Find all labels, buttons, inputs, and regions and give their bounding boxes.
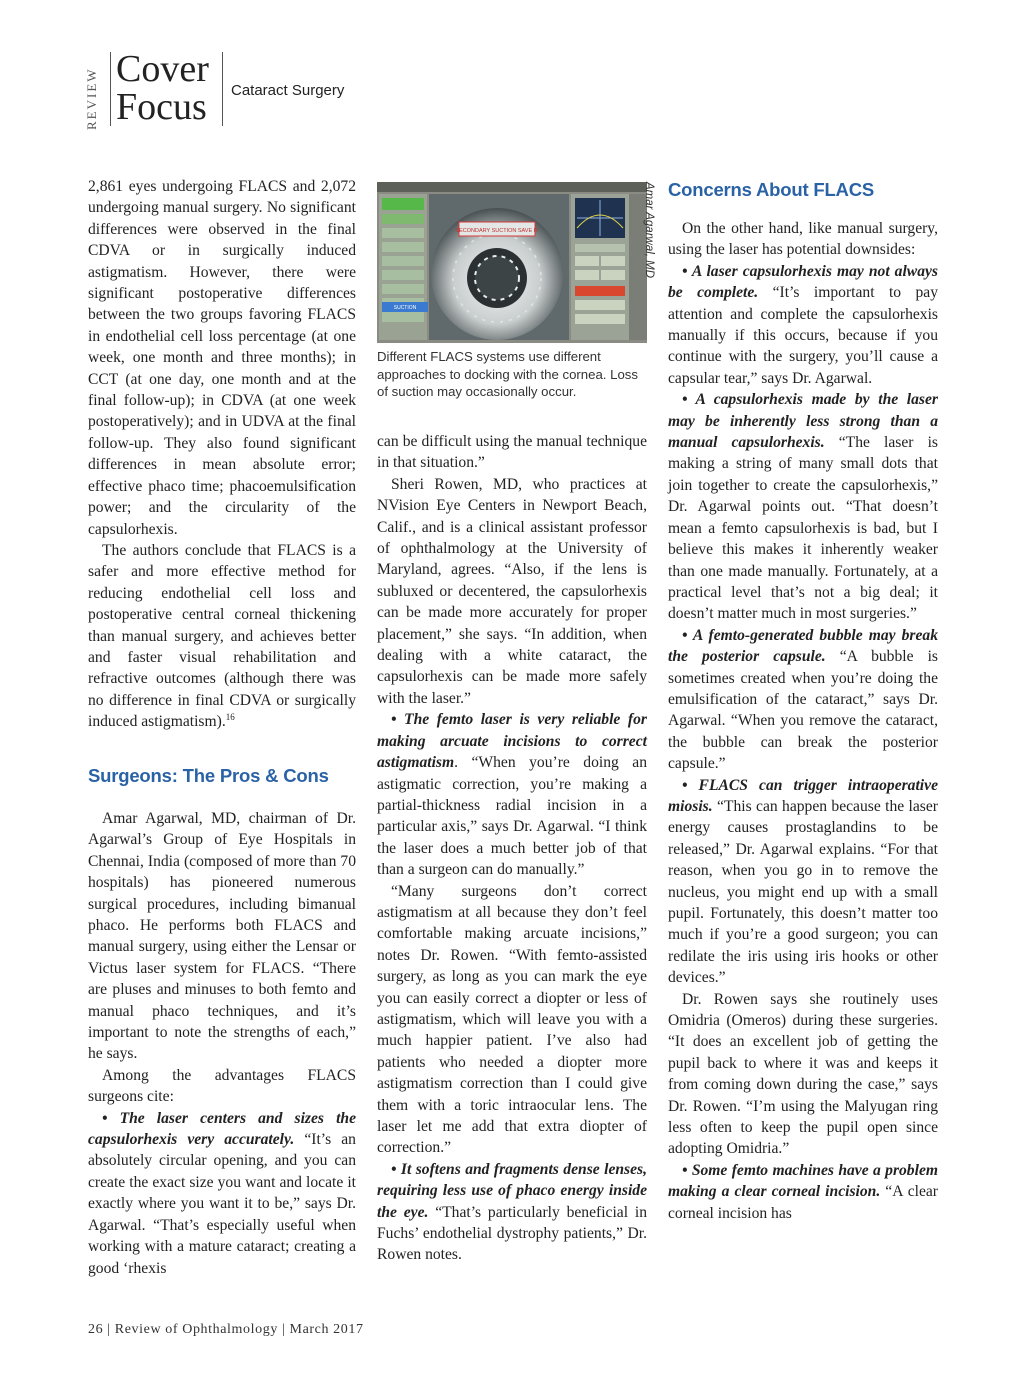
heading-concerns: Concerns About FLACS xyxy=(668,179,875,200)
paragraph: • A laser capsulorhexis may not always be complete. “It’s important to pay attention and complete the capsulorhexis manually if this occurs, because if you continue with the surgery, you’ll cause a capsular tear,” says Dr. Agarwal. xyxy=(668,262,939,387)
column-1 xyxy=(88,176,356,1279)
paragraph: Sheri Rowen, MD, who practices at NVision Eye Centers in Newport Beach, Calif., and is a clinical assistant professor of ophthalmology at the University of Maryland, agrees. “Also, if the lens is subluxed or decentered, the capsulorhexis can be made more accurately for proper placement,” she says. “In addition, when dealing with a white cataract, the capsulorhexis can be made more safely with the laser.” xyxy=(377,475,647,707)
paragraph: • FLACS can trigger intraoperative miosis. “This can happen because the laser energy causes prostaglandins to be released,” Dr. Agarwal explains. “For that reason, when you go in to remove the nucleus, you might end up with a small pupil. Fortunately, this doesn’t matter too much if you’re a good surgeon; you can redilate the iris using iris hooks or other devices.” xyxy=(668,776,938,987)
paragraph: “Many surgeons don’t correct astigmatism at all because they don’t feel comfortable making arcuate incisions,” notes Dr. Rowen. “With femto-assisted surgery, as long as you can mark the eye you can easily correct a diopter or less of astigmatism, which will leave you with a much happier patient. I’ve also had patients who needed a diopter more astigmatism correction than I could give them with a toric intraocular lens. The laser let me add that extra diopter of correction.” xyxy=(377,882,647,1157)
paragraph: Dr. Rowen says she routinely uses Omidria (Omeros) during these surgeries. “It does an excellent job of getting the pupil back to where it was and keeps it from coming down during the case,” says Dr. Rowen. “I’m using the Malyugan ring less often to keep the pupil open since adopting Omidria.” xyxy=(668,990,938,1158)
paragraph: 2,861 eyes undergoing FLACS and 2,072 undergoing manual surgery. No significant differences were observed in the final CDVA or in surgically induced astigmatism. However, there were significant postoperative differences between the two groups favoring FLACS in endothelial cell loss percentage (at one week, one month and three months); in CCT (at one day, one month and at the final follow-up); in CDVA (at one week postoperatively); and in UDVA at the final follow-up. They also found significant differences in mean absolute error; effective phaco time; phacoemulsification power; and the circularity of the capsulorhexis. xyxy=(88,178,356,538)
page-footer: 26 | Review of Ophthalmology | March 2017 xyxy=(88,1322,364,1337)
paragraph: can be difficult using the manual technique in that situation.” xyxy=(377,433,647,472)
paragraph: • It softens and fragments dense lenses, requiring less use of phaco energy inside the eye. “That’s particularly beneficial in Fuchs’ endothelial dystrophy patients,” Dr. Rowen notes. xyxy=(377,1160,647,1264)
paragraph: • A capsulorhexis made by the laser may be inherently less strong than a manual capsulorhexis. “The laser is making a string of many small dots that join together to create the capsulorhexis,” Dr. Agarwal points out. “That doesn’t mean a femto capsulorhexis is bad, but I believe this makes it inherently weaker than one made manually. Fortunately, at a practical level that’s not a big deal; it doesn’t matter much in most surgeries.” xyxy=(668,391,938,623)
flacs-screen-photo xyxy=(377,182,647,343)
paragraph: • A femto-generated bubble may break the posterior capsule. “A bubble is sometimes created when you’re doing the emulsification of the cataract,” says Dr. Agarwal. “When you remove the cataract, the bubble can break the posterior capsule.” xyxy=(668,626,938,773)
reference-number: 16 xyxy=(225,711,235,722)
paragraph: Among the advantages FLACS surgeons cite: xyxy=(88,1066,356,1106)
paragraph: Amar Agarwal, MD, chairman of Dr. Agarwal’s Group of Eye Hospitals in Chennai, India (composed of more than 70 hospitals) has pioneered numerous surgical procedures, including bimanual phaco. He performs both FLACS and manual surgery, using either the Lensar or Victus laser system for FLACS. “There are pluses and minuses to both femto and manual phaco techniques, and it’s important to note the strengths of each,” he says. xyxy=(88,809,356,1063)
screen-button-text: SUCTION xyxy=(393,305,417,311)
paragraph: • The laser centers and sizes the capsulorhexis very accurately. “It’s an absolutely circular opening, and you can create the exact size you want and locate it exactly where you want it to be,” says Dr. Agarwal. “That’s especially useful when working with a mature cataract; creating a good ‘rhexis xyxy=(88,1109,356,1277)
flacs-screen-illustration xyxy=(377,182,647,343)
paragraph: On the other hand, like manual surgery, using the laser has potential downsides: xyxy=(668,220,938,259)
screen-banner-text: SECONDARY SUCTION SAVE IT xyxy=(455,228,539,234)
section-name: Cataract Surgery xyxy=(231,82,345,99)
header-cover: Cover xyxy=(116,48,209,90)
column-3 xyxy=(668,218,938,1224)
header-focus: Focus xyxy=(116,86,207,128)
paragraph: • The femto laser is very reliable for making arcuate incisions to correct astigmatism. “When you’re doing an astigmatic correction, you’re making a partial-thickness radial incision in a particular axis,” says Dr. Agarwal. “I think the laser does a much better job of that than a surgeon can do manually.” xyxy=(377,711,647,879)
column-2 xyxy=(377,431,647,1266)
paragraph: The authors conclude that FLACS is a safer and more effective method for reducing endothelial cell loss and postoperative central corneal thickening than manual surgery, and achieves better and faster visual rehabilitation and refractive outcomes (although there was no difference in final CDVA or surgically induced astigmatism).$^{16}$ xyxy=(88,541,356,731)
photo-credit: Amar Agarwal, MD xyxy=(643,182,655,279)
heading-pros-cons: Surgeons: The Pros & Cons xyxy=(88,764,329,786)
header-divider-2 xyxy=(222,52,223,126)
review-label: REVIEW xyxy=(84,67,99,130)
figure-caption: Different FLACS systems use different approaches to docking with the cornea. Loss of suction may occasionally occur. xyxy=(377,349,638,400)
header-divider xyxy=(110,52,111,126)
paragraph: • Some femto machines have a problem making a clear corneal incision. “A clear corneal incision has xyxy=(668,1161,938,1222)
